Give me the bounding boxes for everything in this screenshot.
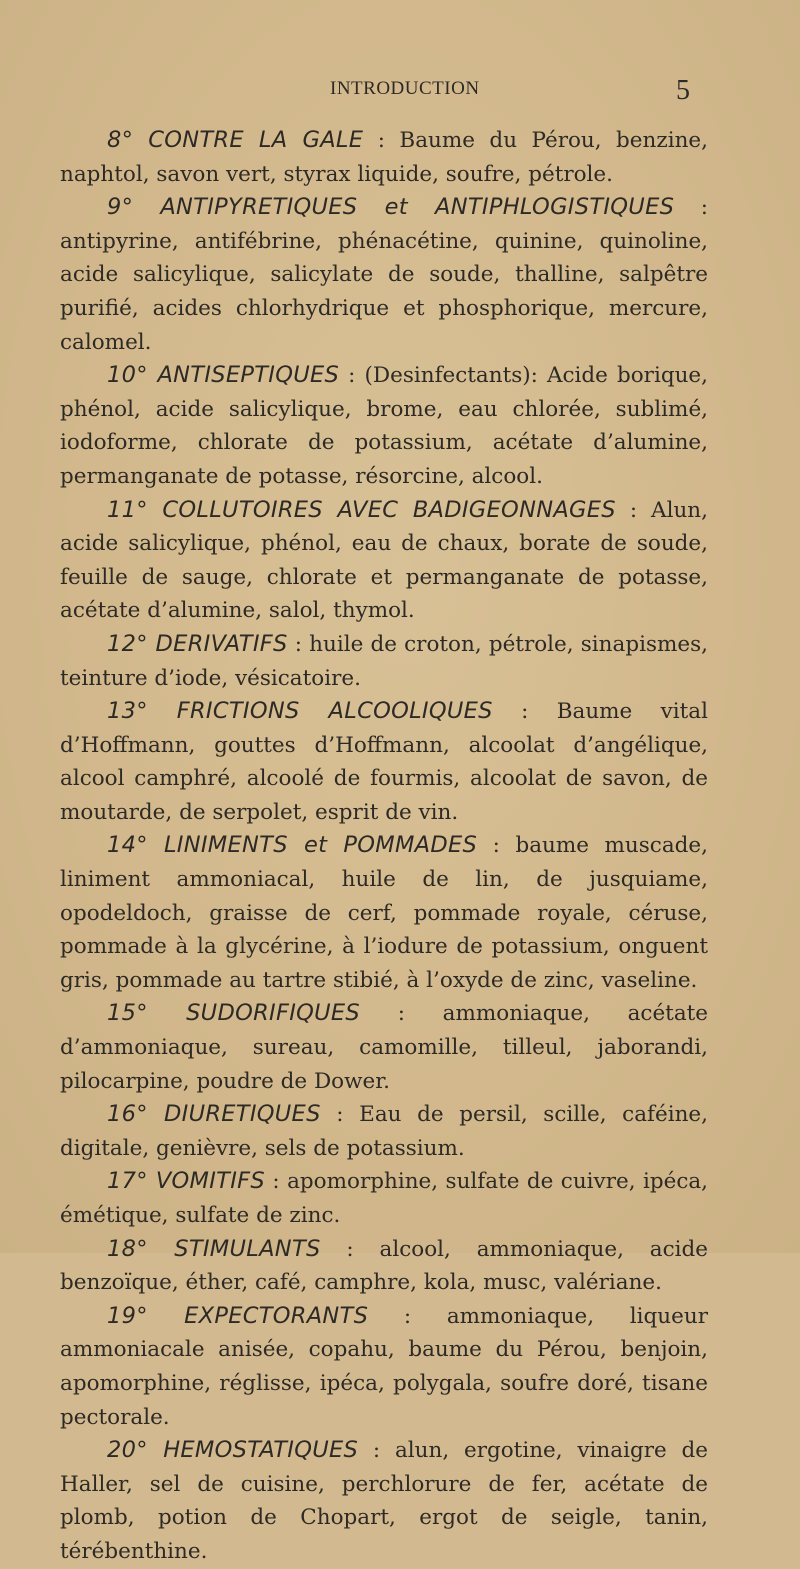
entry-text: (Desinfectants): Acide borique, phénol, acide salicylique, brome, eau chlorée, sublimé, iodoforme, chlorate de potassium, acétate d’alumine, permanganate de potasse, résorcine, alcool. bbox=[60, 363, 708, 489]
entry-separator: : bbox=[358, 1438, 395, 1464]
entry-separator: : bbox=[363, 128, 400, 153]
entry-title: 9° ANTIPYRETIQUES et ANTIPHLOGISTIQUES bbox=[107, 194, 675, 221]
entry-separator: : bbox=[320, 1236, 380, 1262]
entry-separator: : bbox=[368, 1303, 447, 1329]
entry-text: ammoniaque, acétate d’ammoniaque, sureau, camomille, tilleul, jaborandi, pilocarpine, poudre de Dower. bbox=[60, 1001, 708, 1094]
page-number: 5 bbox=[676, 75, 690, 106]
running-head: INTRODUCTION bbox=[330, 78, 480, 99]
entry-text: Baume vital d’Hoffmann, gouttes d’Hoffmann, alcoolat d’angélique, alcool camphré, alcoolé de fourmis, alcoolat de savon, de moutarde, de serpolet, esprit de vin. bbox=[60, 699, 708, 825]
entry-title: 20° HEMOSTATIQUES bbox=[107, 1437, 359, 1464]
entry-separator: : bbox=[320, 1102, 360, 1128]
entry-title: 8° CONTRE LA GALE bbox=[107, 127, 364, 153]
entry-text: alcool, ammoniaque, acide benzoïque, éther, café, camphre, kola, musc, valériane. bbox=[60, 1236, 708, 1296]
entry-separator: : bbox=[477, 833, 516, 859]
entry-title: 12° DERIVATIFS bbox=[107, 630, 288, 657]
remedy-list bbox=[60, 124, 708, 1569]
entry-separator: : bbox=[264, 1169, 288, 1195]
entry-text: antipyrine, antifébrine, phénacétine, quinine, quinoline, acide salicylique, salicylate de soude, thalline, salpêtre purifié, acides chlorhydrique et phosphorique, mercure, calomel. bbox=[60, 228, 708, 355]
entry-20 bbox=[60, 1434, 708, 1568]
entry-18 bbox=[60, 1233, 708, 1300]
entry-title: 18° STIMULANTS bbox=[107, 1235, 321, 1262]
entry-title: 13° FRICTIONS ALCOOLIQUES bbox=[107, 698, 493, 725]
entry-separator: : bbox=[615, 497, 652, 523]
entry-14 bbox=[60, 829, 708, 997]
entry-text: Alun, acide salicylique, phénol, eau de chaux, borate de soude, feuille de sauge, chlorate et permanganate de potasse, acétate d’alumine, salol, thymol. bbox=[60, 497, 708, 624]
page-header bbox=[0, 75, 800, 108]
entry-title: 19° EXPECTORANTS bbox=[107, 1302, 369, 1329]
entry-19 bbox=[60, 1300, 708, 1434]
entry-separator: : bbox=[492, 699, 557, 725]
entry-text: alun, ergotine, vinaigre de Haller, sel de cuisine, perchlorure de fer, acétate de plomb, potion de Chopart, ergot de seigle, tanin, térébenthine. bbox=[60, 1438, 708, 1564]
entry-10 bbox=[60, 359, 708, 493]
entry-title: 14° LINIMENTS et POMMADES bbox=[107, 832, 478, 859]
entry-title: 10° ANTISEPTIQUES bbox=[107, 362, 340, 389]
entry-separator: : bbox=[360, 1001, 443, 1027]
entry-12 bbox=[60, 628, 708, 695]
entry-17 bbox=[60, 1165, 708, 1232]
entry-text: Eau de persil, scille, caféine, digitale, genièvre, sels de potassium. bbox=[60, 1102, 708, 1161]
entry-9 bbox=[60, 191, 708, 359]
entry-title: 16° DIURETIQUES bbox=[107, 1101, 321, 1128]
entry-title: 11° COLLUTOIRES AVEC BADIGEONNAGES bbox=[107, 496, 616, 523]
entry-text: baume muscade, liniment ammoniacal, huile de lin, de jusquiame, opodeldoch, graisse de cerf, pommade royale, céruse, pommade à la glycérine, à l’iodure de potassium, onguent gris, pommade au tartre stibié, à l’oxyde de zinc, vaseline. bbox=[60, 833, 708, 993]
entry-15 bbox=[60, 997, 708, 1098]
entry-text: Baume du Pérou, benzine, naphtol, savon vert, styrax liquide, soufre, pétrole. bbox=[60, 128, 708, 187]
entry-title: 15° SUDORIFIQUES bbox=[107, 1000, 361, 1027]
entry-separator: : bbox=[674, 195, 709, 221]
entry-8 bbox=[60, 124, 708, 191]
entry-text: apomorphine, sulfate de cuivre, ipéca, émétique, sulfate de zinc. bbox=[60, 1169, 709, 1228]
entry-separator: : bbox=[339, 363, 365, 389]
entry-text: huile de croton, pétrole, sinapismes, teinture d’iode, vésicatoire. bbox=[60, 631, 708, 691]
entry-13 bbox=[60, 695, 708, 829]
entry-title: 17° VOMITIFS bbox=[107, 1168, 265, 1195]
entry-16 bbox=[60, 1098, 708, 1165]
entry-11 bbox=[60, 494, 708, 628]
entry-text: ammoniaque, liqueur ammoniacale anisée, copahu, baume du Pérou, benjoin, apomorphine, réglisse, ipéca, polygala, soufre doré, tisane pectorale. bbox=[60, 1303, 708, 1430]
entry-separator: : bbox=[287, 631, 310, 657]
